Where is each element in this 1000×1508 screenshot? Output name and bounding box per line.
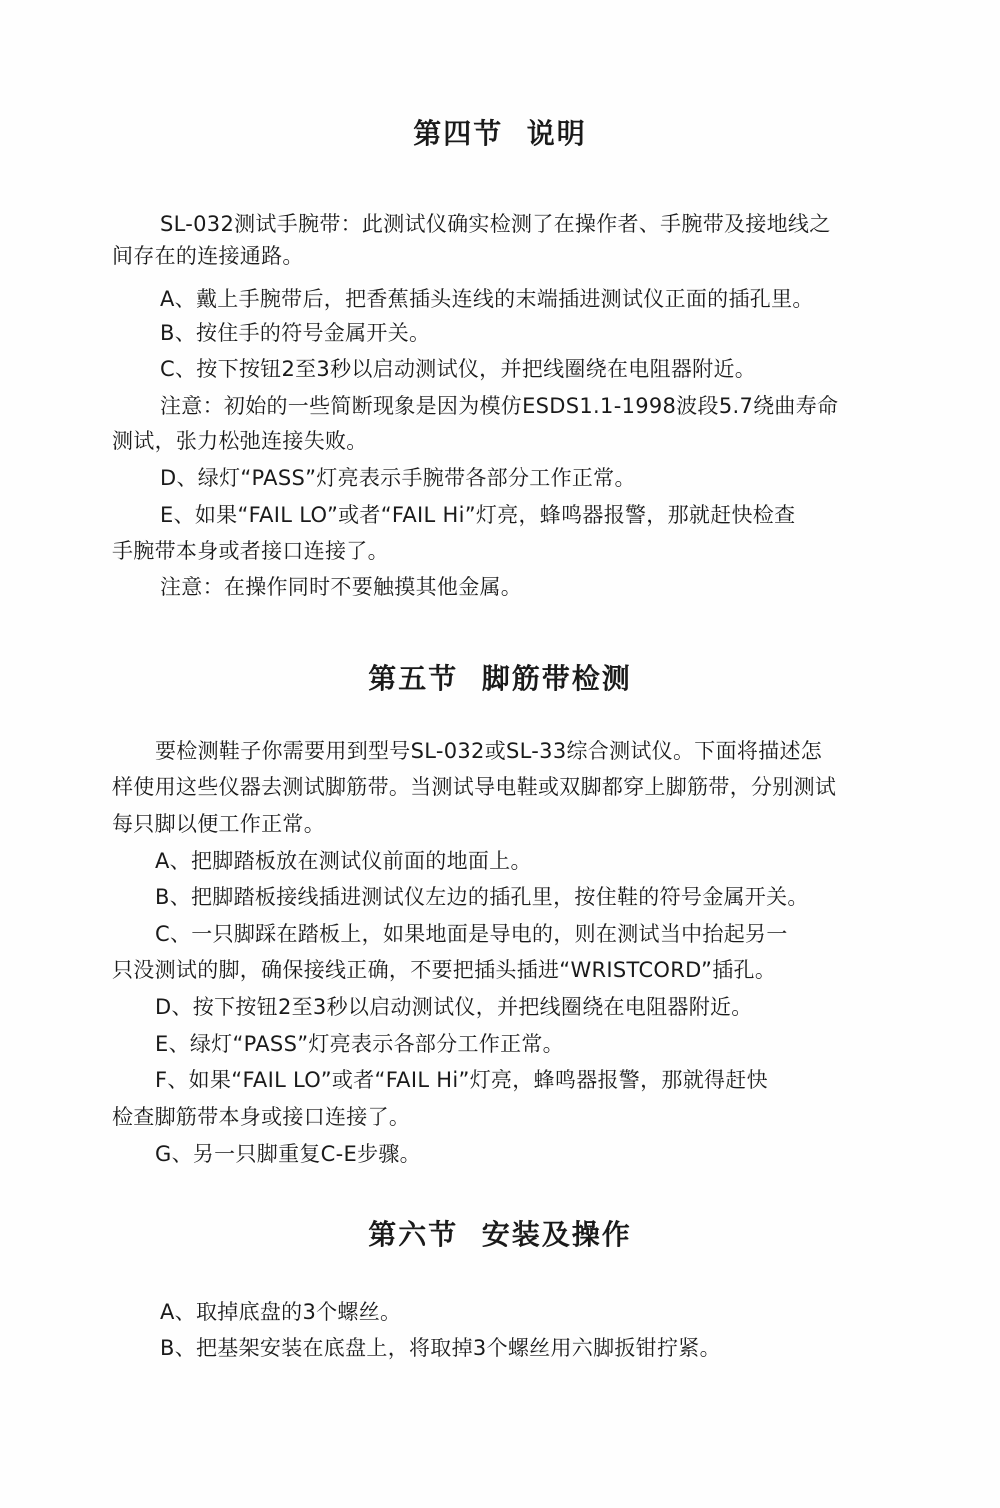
section-5-line: G、另一只脚重复C-E步骤。 — [155, 1142, 421, 1166]
section-5-line: F、如果“FAIL LO”或者“FAIL Hi”灯亮，蜂鸣器报警，那就得赶快 — [155, 1068, 768, 1092]
section-4-note: 注意：在操作同时不要触摸其他金属。 — [160, 575, 523, 599]
section-5-line: D、按下按钮2至3秒以启动测试仪，并把线圈绕在电阻器附近。 — [155, 995, 753, 1019]
section-5-line: E、绿灯“PASS”灯亮表示各部分工作正常。 — [155, 1032, 564, 1056]
section-4-line: 测试，张力松弛连接失败。 — [112, 429, 368, 453]
section-5-line: 每只脚以便工作正常。 — [112, 812, 325, 836]
section-4-title: 第四节 说明 — [413, 117, 587, 150]
section-4-line: C、按下按钮2至3秒以启动测试仪，并把线圈绕在电阻器附近。 — [160, 357, 757, 381]
section-5-line: 样使用这些仪器去测试脚筋带。当测试导电鞋或双脚都穿上脚筋带，分别测试 — [112, 775, 837, 799]
section-4-line: 手腕带本身或者接口连接了。 — [112, 539, 389, 563]
section-4-line: E、如果“FAIL LO”或者“FAIL Hi”灯亮，蜂鸣器报警，那就赶快检查 — [160, 503, 796, 527]
section-5-line: 检查脚筋带本身或接口连接了。 — [112, 1105, 411, 1129]
section-5-line: B、把脚踏板接线插进测试仪左边的插孔里，按住鞋的符号金属开关。 — [155, 885, 809, 909]
section-4-line: D、绿灯“PASS”灯亮表示手腕带各部分工作正常。 — [160, 466, 636, 490]
section-5-line: 只没测试的脚，确保接线正确，不要把插头插进“WRISTCORD”插孔。 — [112, 958, 777, 982]
section-4-line: B、按住手的符号金属开关。 — [160, 321, 431, 345]
section-5-line: C、一只脚踩在踏板上，如果地面是导电的，则在测试当中抬起另一 — [155, 922, 788, 946]
section-4-line: SL-032测试手腕带：此测试仪确实检测了在操作者、手腕带及接地线之 — [160, 212, 831, 236]
section-5-title: 第五节 脚筋带检测 — [368, 662, 632, 695]
section-6-title: 第六节 安装及操作 — [368, 1218, 632, 1251]
section-4-note: 注意：初始的一些简断现象是因为模仿ESDS1.1-1998波段5.7绕曲寿命 — [160, 394, 839, 418]
section-5-line: A、把脚踏板放在测试仪前面的地面上。 — [155, 849, 532, 873]
section-4-line: 间存在的连接通路。 — [112, 244, 304, 268]
section-6-line: A、取掉底盘的3个螺丝。 — [160, 1300, 402, 1324]
section-6-line: B、把基架安装在底盘上，将取掉3个螺丝用六脚扳钳拧紧。 — [160, 1336, 721, 1360]
section-4-line: A、戴上手腕带后，把香蕉插头连线的末端插进测试仪正面的插孔里。 — [160, 287, 814, 311]
section-5-line: 要检测鞋子你需要用到型号SL-032或SL-33综合测试仪。下面将描述怎 — [155, 739, 823, 763]
